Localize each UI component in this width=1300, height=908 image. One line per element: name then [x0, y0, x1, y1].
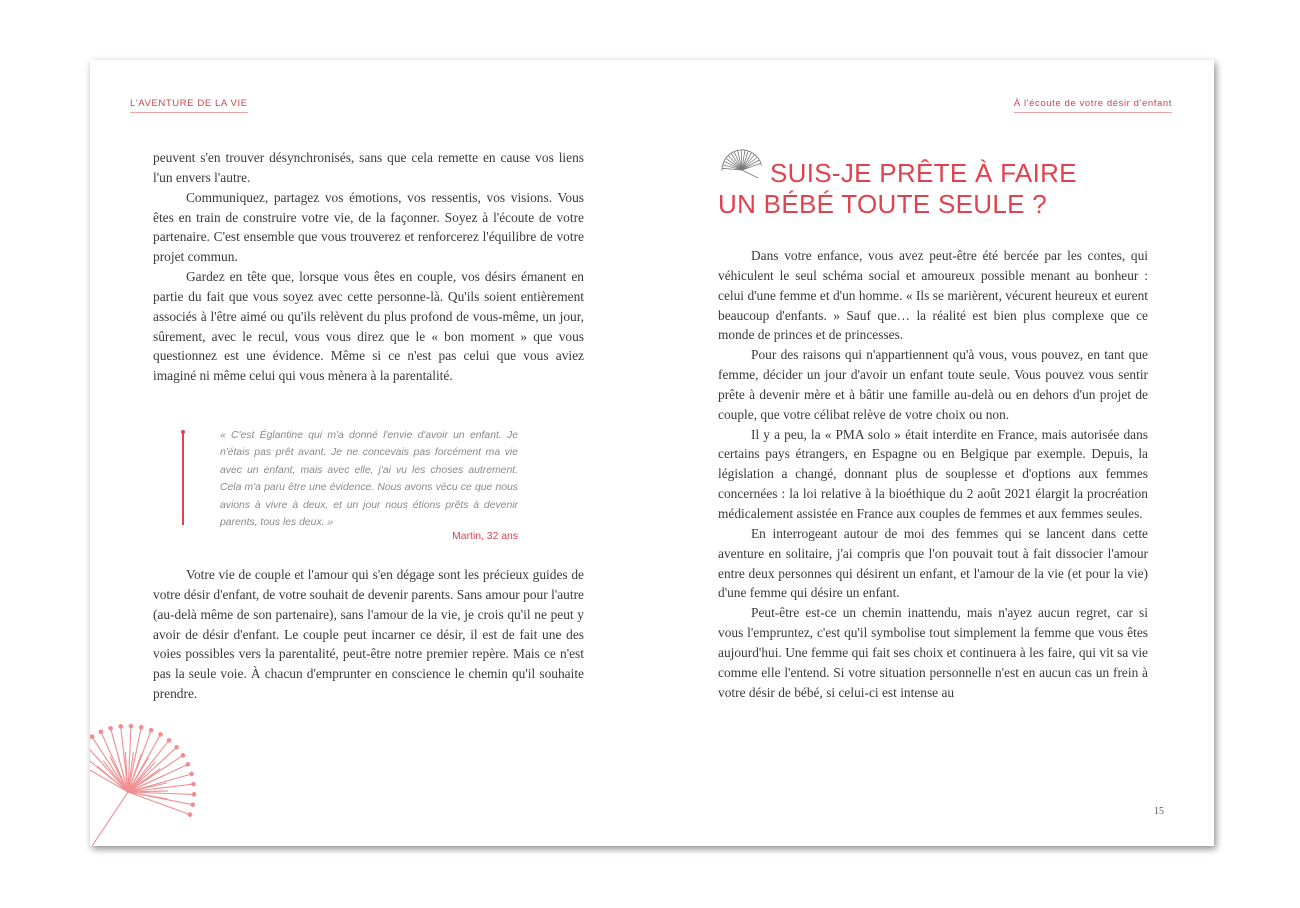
page-number: 15 [1154, 806, 1164, 817]
running-head-right: À l'écoute de votre désir d'enfant [1014, 98, 1172, 113]
running-head-left: L'AVENTURE DE LA VIE [130, 98, 248, 113]
quote-bar [182, 431, 184, 525]
quote-text: « C'est Églantine qui m'a donné l'envie d'avoir un enfant. Je n'étais pas prêt avant. Je ne concevais pas forcément ma vie avec un enfant, mais avec elle, j'ai vu les choses autrement. Cela m'a paru être une évidence. Nous avons vécu ce que nous avions à vivre à deux, et un jour nous étions prêts à devenir parents, tous les deux. » [220, 430, 518, 529]
paragraph: En interrogeant autour de moi des femmes qui se lancent dans cette aventure en solitaire, j'ai compris que l'on pouvait tout à fait dissocier l'amour entre deux personnes qui désirent un enfant, et l'amour de la vie (et pour la vie) d'une femme qui désire un enfant. [718, 525, 1148, 601]
paragraph: Votre vie de couple et l'amour qui s'en dégage sont les précieux guides de votre désir d'enfant, de votre souhait de devenir parents. Sans amour pour l'autre (au-delà même de son partenaire), sans l'amour de la vie, je crois qu'il ne peut y avoir de désir d'enfant. Le couple peut incarner ce désir, il est de fait une des voies possibles vers la parentalité, peut-être notre premier repère. Mais ce n'est pas la seule voie. À chacun d'emprunter en conscience le chemin qu'il souhaite prendre. [153, 567, 584, 702]
quote-dot [181, 430, 185, 434]
left-page [90, 60, 652, 846]
heading-line-2: UN BÉBÉ TOUTE SEULE ? [718, 189, 1048, 219]
right-body [718, 246, 1148, 702]
paragraph: peuvent s'en trouver désynchronisés, sans que cela remette en cause vos liens l'un envers l'autre. [153, 150, 584, 185]
right-page [652, 60, 1214, 846]
book-spread [90, 60, 1214, 846]
paragraph: Pour des raisons qui n'appartiennent qu'à vous, vous pouvez, en tant que femme, décider un jour d'avoir un enfant toute seule. Vous pouvez vous sentir prête à devenir mère et à bâtir une famille au-delà ou en dehors d'un projet de couple, que votre célibat relève de votre choix ou non. [718, 347, 1148, 422]
quote-author: Martin, 32 ans [452, 531, 518, 542]
dandelion-illustration [90, 700, 220, 846]
left-body-bottom [153, 565, 584, 704]
left-body-top [153, 148, 584, 386]
section-heading [718, 158, 1158, 220]
paragraph: Dans votre enfance, vous avez peut-être été bercée par les contes, qui véhiculent le seul schéma social et amoureux possible menant au bonheur : celui d'une femme et d'un homme. « Ils se marièrent, vécurent heureux et eurent beaucoup d'enfants. » Sauf que… la réalité est bien plus complexe que ce monde de princes et de princesses. [718, 248, 1148, 343]
heading-line-1: SUIS-JE PRÊTE À FAIRE [770, 158, 1077, 188]
paragraph: Peut-être est-ce un chemin inattendu, mais n'ayez aucun regret, car si vous l'empruntez, c'est qu'il symbolise tout simplement la femme que vous êtes aujourd'hui. Une femme qui fait ses choix et continuera à les faire, qui vit sa vie comme elle l'entend. Si votre situation personnelle n'est en aucun cas un frein à votre désir de bébé, si celui-ci est intense au [718, 605, 1148, 700]
paragraph: Gardez en tête que, lorsque vous êtes en couple, vos désirs émanent en partie du fait que vous soyez avec cette personne-là. Qu'ils soient entièrement associés à l'être aimé ou qu'ils relèvent du plus profond de vous-même, un jour, sûrement, avec le recul, vous vous direz que le « bon moment » que vous questionnez est une évidence. Même si ce n'est pas celui que vous aviez imaginé ni même celui qui vous mènera à la parentalité. [153, 269, 584, 384]
paragraph: Communiquez, partagez vos émotions, vos ressentis, vos visions. Vous êtes en train de construire votre vie, de la façonner. Soyez à l'écoute de votre partenaire. C'est ensemble que vous trouverez et renforcerez l'équilibre de votre projet commun. [153, 189, 584, 265]
paragraph: Il y a peu, la « PMA solo » était interdite en France, mais autorisée dans certains pays étrangers, en Espagne ou en Belgique par exemple. Depuis, la législation a changé, donnant plus de souplesse et d'options aux femmes concernées : la loi relative à la bioéthique du 2 août 2021 élargit la procréation médicalement assistée en France aux couples de femmes et aux femmes seules. [718, 426, 1148, 521]
